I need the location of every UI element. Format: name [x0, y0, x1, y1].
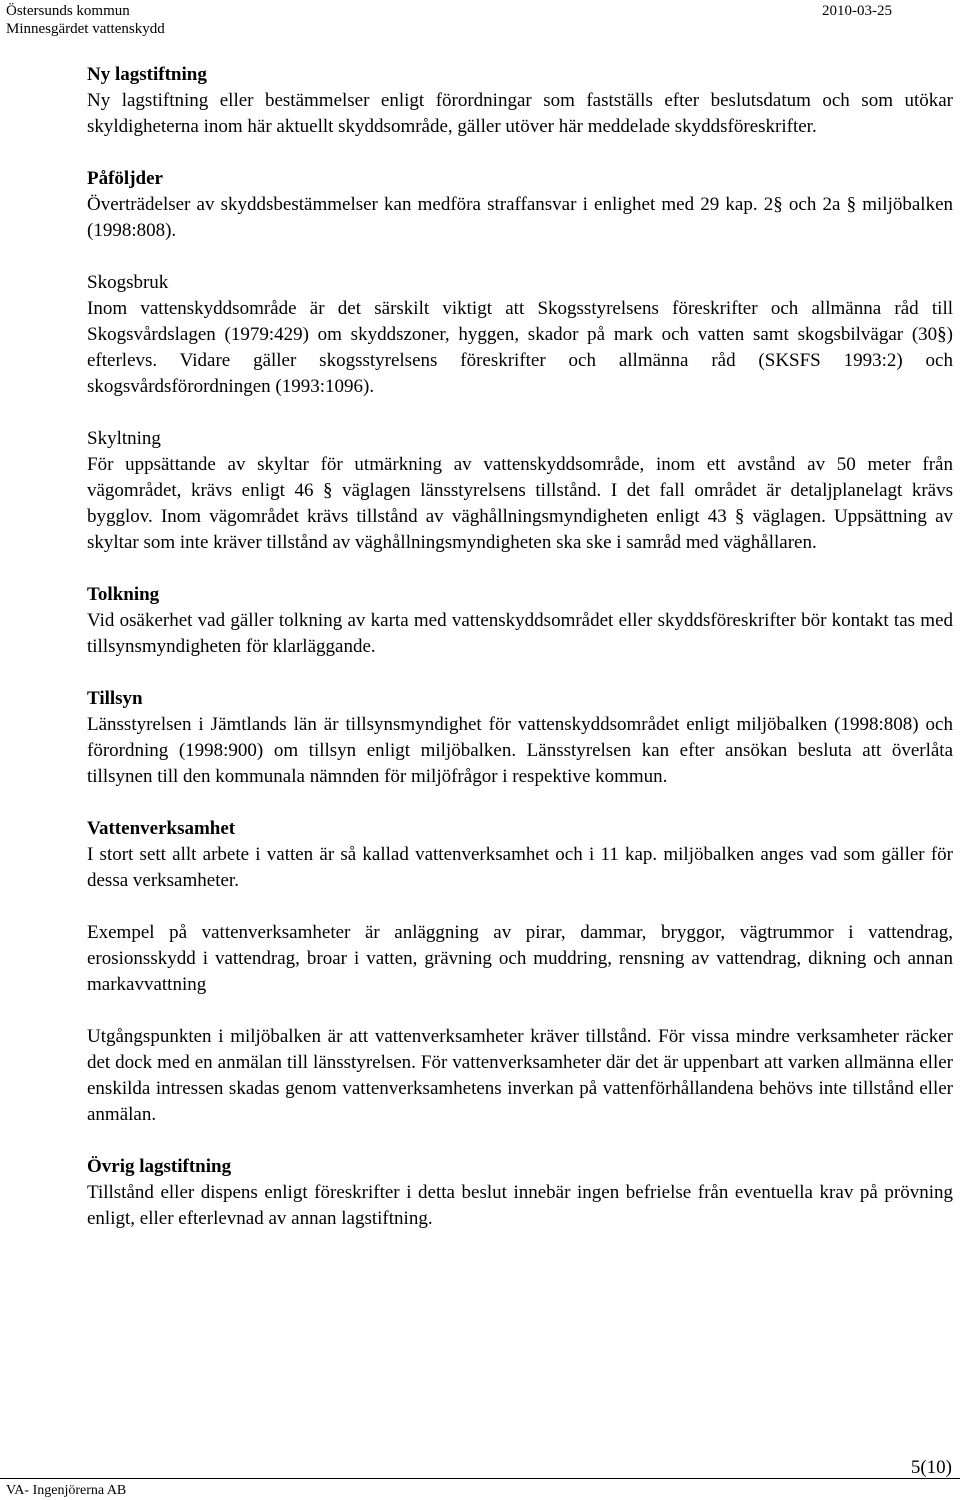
section-title: Ny lagstiftning: [87, 64, 207, 85]
header-date: 2010-03-25: [822, 3, 892, 19]
section-title: Skyltning: [87, 428, 161, 449]
section-paragraph: Exempel på vattenverksamheter är anläggning av pirar, dammar, bryggor, vägtrummor i vattendrag, erosionsskydd i vattendrag, broar i vatten, grävning och muddring, rensning av vattendrag, dikning och annan markavvattning: [87, 922, 953, 995]
section-vattenverksamhet: [87, 816, 953, 1128]
section-paragraph: Ny lagstiftning eller bestämmelser enligt förordningar som fastställs efter beslutsdatum och som utökar skyldigheterna inom här aktuellt skyddsområde, gäller utöver här meddelade skyddsföreskrifter.: [87, 90, 953, 137]
section-title: Vattenverksamhet: [87, 818, 236, 839]
section-paragraph: Tillstånd eller dispens enligt föreskrifter i detta beslut innebär ingen befrielse från eventuella krav på prövning enligt, eller efterlevnad av annan lagstiftning.: [87, 1182, 953, 1229]
section-skogsbruk: [87, 270, 953, 400]
document-header: [6, 2, 165, 38]
section-paragraph: Utgångspunkten i miljöbalken är att vattenverksamheter kräver tillstånd. För vissa mindre verksamheter räcker det dock med en anmälan till länsstyrelsen. För vattenverksamheter där det är uppenbart att varken allmänna eller enskilda intressen skadas genom vattenverksamhetens inverkan på vattenförhållandena behövs inte tillstånd eller anmälan.: [87, 1026, 953, 1125]
footer-divider: [0, 1478, 960, 1479]
section-paragraph: Överträdelser av skyddsbestämmelser kan medföra straffansvar i enlighet med 29 kap. 2§ och 2a § miljöbalken (1998:808).: [87, 194, 953, 241]
section-title: Tolkning: [87, 584, 160, 605]
section-tillsyn: [87, 686, 953, 790]
section-paragraph: Vid osäkerhet vad gäller tolkning av karta med vattenskyddsområdet eller skyddsföreskrifter bör kontakt tas med tillsynsmyndigheten för klarläggande.: [87, 610, 953, 657]
section-paragraph: I stort sett allt arbete i vatten är så kallad vattenverksamhet och i 11 kap. miljöbalken anges vad som gäller för dessa verksamheter.: [87, 844, 953, 891]
section-ovrig-lagstiftning: [87, 1154, 953, 1232]
header-organization: Östersunds kommun: [6, 3, 130, 19]
section-title: Tillsyn: [87, 688, 143, 709]
section-skyltning: [87, 426, 953, 556]
header-document-title: Minnesgärdet vattenskydd: [6, 21, 165, 37]
section-title: Övrig lagstiftning: [87, 1156, 232, 1177]
section-title: Skogsbruk: [87, 272, 169, 293]
section-pafoljder: [87, 166, 953, 244]
section-paragraph: Inom vattenskyddsområde är det särskilt viktigt att Skogsstyrelsens föreskrifter och allmänna råd till Skogsvårdslagen (1979:429) om skyddszoner, hyggen, skador på mark och vatten samt skogsbilvägar (30§) efterlevs. Vidare gäller skogsstyrelsens föreskrifter och allmänna råd (SKSFS 1993:2) och skogsvårdsförordningen (1993:1096).: [87, 298, 953, 397]
page-number: 5(10): [910, 1457, 952, 1478]
footer-company: VA- Ingenjörerna AB: [6, 1483, 127, 1498]
document-body: [87, 62, 953, 1258]
section-tolkning: [87, 582, 953, 660]
section-ny-lagstiftning: [87, 62, 953, 140]
section-paragraph: För uppsättande av skyltar för utmärkning av vattenskyddsområde, inom ett avstånd av 50 meter från vägområdet, krävs enligt 46 § väglagen länsstyrelsens tillstånd. I det fall området är detaljplanelagt krävs bygglov. Inom vägområdet krävs tillstånd av väghållningsmyndigheten enligt 43 § väglagen. Uppsättning av skyltar som inte kräver tillstånd av väghållningsmyndigheten ska ske i samråd med väghållaren.: [87, 454, 953, 553]
section-title: Påföljder: [87, 168, 163, 189]
section-paragraph: Länsstyrelsen i Jämtlands län är tillsynsmyndighet för vattenskyddsområdet enligt miljöbalken (1998:808) och förordning (1998:900) om tillsyn enligt miljöbalken. Länsstyrelsen kan efter ansökan besluta att överlåta tillsynen till den kommunala nämnden för miljöfrågor i respektive kommun.: [87, 714, 953, 787]
